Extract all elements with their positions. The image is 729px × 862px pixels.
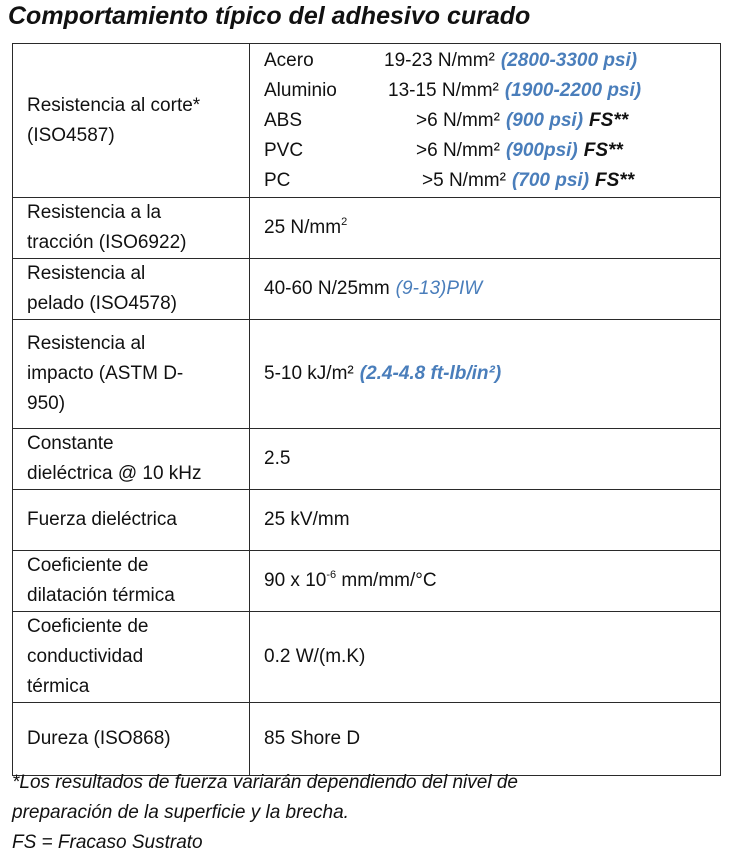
- value-cell: [250, 429, 721, 490]
- shear-value: >5 N/mm²: [422, 169, 506, 191]
- property-cell: [13, 429, 250, 490]
- value-cell: [250, 320, 721, 429]
- footnote-line: FS = Fracaso Sustrato: [12, 832, 203, 853]
- value-cell: [250, 259, 721, 320]
- table-row: [13, 320, 721, 429]
- property-cell: [13, 259, 250, 320]
- property-label-line: (ISO4587): [27, 124, 115, 146]
- footnotes: [12, 768, 518, 858]
- shear-row: [264, 106, 710, 136]
- property-value: 40-60 N/25mm: [264, 278, 390, 299]
- value-cell: [250, 490, 721, 551]
- material-name: PVC: [264, 139, 304, 161]
- property-label-line: Resistencia al: [27, 263, 146, 284]
- property-cell: [13, 198, 250, 259]
- property-cell: [13, 320, 250, 429]
- exponent: 2: [341, 216, 348, 228]
- property-label-line: pelado (ISO4578): [27, 293, 177, 314]
- property-value: 25 N/mm: [264, 217, 342, 238]
- property-cell: [13, 490, 250, 551]
- property-label-line: térmica: [27, 676, 90, 697]
- property-label-line: tracción (ISO6922): [27, 232, 187, 253]
- imperial-value: (1900-2200 psi): [504, 79, 642, 101]
- table-row: [13, 551, 721, 612]
- shear-row: [264, 166, 710, 196]
- property-label-line: Resistencia al corte*: [27, 94, 201, 116]
- property-label-line: Coeficiente de: [27, 555, 149, 576]
- table-row: [13, 612, 721, 703]
- property-label-line: impacto (ASTM D-: [27, 363, 184, 384]
- property-cell: [13, 551, 250, 612]
- property-cell: [13, 703, 250, 776]
- page-title: Comportamiento típico del adhesivo curado: [8, 2, 531, 30]
- imperial-value: (2800-3300 psi): [500, 49, 638, 71]
- property-label-line: Resistencia al: [27, 333, 146, 354]
- shear-row: [264, 136, 710, 166]
- footnote-line: *Los resultados de fuerza variarán dependiendo del nivel de: [12, 772, 518, 793]
- material-name: ABS: [264, 109, 303, 131]
- value-cell: [250, 198, 721, 259]
- substrate-failure-flag: FS**: [589, 109, 629, 131]
- shear-row: [264, 46, 710, 76]
- value-cell: [250, 703, 721, 776]
- properties-table: [12, 43, 721, 776]
- unit-suffix: mm/mm/°C: [336, 570, 437, 591]
- property-value: 90 x 10: [264, 570, 327, 591]
- value-cell: [250, 551, 721, 612]
- property-label-line: 950): [27, 393, 66, 414]
- property-value: 85 Shore D: [264, 728, 361, 749]
- shear-values-cell: [250, 44, 721, 198]
- table-row: [13, 429, 721, 490]
- shear-value: >6 N/mm²: [416, 139, 500, 161]
- substrate-failure-flag: FS**: [595, 169, 635, 191]
- imperial-value: (9-13)PIW: [395, 278, 483, 299]
- table-row: [13, 259, 721, 320]
- property-value: 25 kV/mm: [264, 509, 350, 530]
- imperial-value: (900 psi): [505, 109, 584, 131]
- property-label-line: conductividad: [27, 646, 144, 667]
- table-row: [13, 703, 721, 776]
- property-value: 2.5: [264, 448, 291, 469]
- property-cell: [13, 612, 250, 703]
- material-name: Aluminio: [264, 79, 337, 101]
- shear-row: [264, 76, 710, 106]
- imperial-value: (900psi): [505, 139, 578, 161]
- shear-value: >6 N/mm²: [416, 109, 500, 131]
- exponent: -6: [326, 569, 337, 581]
- property-cell: [13, 44, 250, 198]
- property-label-line: Resistencia a la: [27, 202, 162, 223]
- table-row: [13, 44, 721, 198]
- property-label-line: Constante: [27, 433, 114, 454]
- material-name: PC: [264, 169, 291, 191]
- shear-value: 19-23 N/mm²: [384, 49, 495, 71]
- imperial-value: (2.4-4.8 ft-lb/in²): [359, 363, 502, 384]
- property-label-line: Dureza (ISO868): [27, 728, 171, 749]
- property-label-line: dieléctrica @ 10 kHz: [27, 463, 202, 484]
- substrate-failure-flag: FS**: [583, 139, 623, 161]
- table-row: [13, 490, 721, 551]
- value-cell: [250, 612, 721, 703]
- property-label-line: dilatación térmica: [27, 585, 175, 606]
- property-label-line: Fuerza dieléctrica: [27, 509, 177, 530]
- footnote-line: preparación de la superficie y la brecha.: [12, 802, 349, 823]
- property-label-line: Coeficiente de: [27, 616, 149, 637]
- table-row: [13, 198, 721, 259]
- material-name: Acero: [264, 49, 314, 71]
- property-value: 5-10 kJ/m²: [264, 363, 354, 384]
- shear-value: 13-15 N/mm²: [388, 79, 499, 101]
- imperial-value: (700 psi): [511, 169, 590, 191]
- property-value: 0.2 W/(m.K): [264, 646, 366, 667]
